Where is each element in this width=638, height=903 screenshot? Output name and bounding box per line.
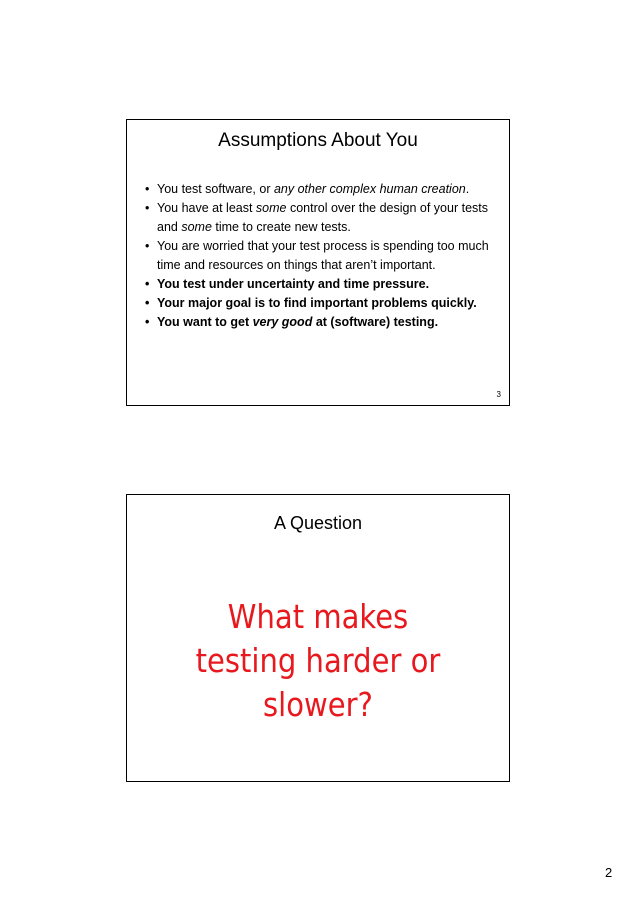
bullet-item: • You test software, or any other complex human creation. [145,180,499,199]
slide-title: Assumptions About You [218,130,418,151]
bullet-list [145,180,499,332]
bullet-item: • You have at least some control over the design of your tests and some time to create new tests. [145,199,499,237]
slide-question [126,494,510,782]
question-text [150,595,486,727]
question-line: slower? [263,685,373,724]
slide-number: 3 [496,390,501,399]
bullet-item: • You want to get very good at (software) testing. [145,313,499,332]
bullet-item: • Your major goal is to find important problems quickly. [145,294,499,313]
question-line: What makes [227,597,409,636]
bullet-item: • You are worried that your test process is spending too much time and resources on things that aren’t important. [145,237,499,275]
question-line: testing harder or [195,641,441,680]
page-number: 2 [605,865,613,880]
slide-title: A Question [273,513,363,533]
bullet-item: • You test under uncertainty and time pressure. [145,275,499,294]
slide-assumptions [126,119,510,406]
